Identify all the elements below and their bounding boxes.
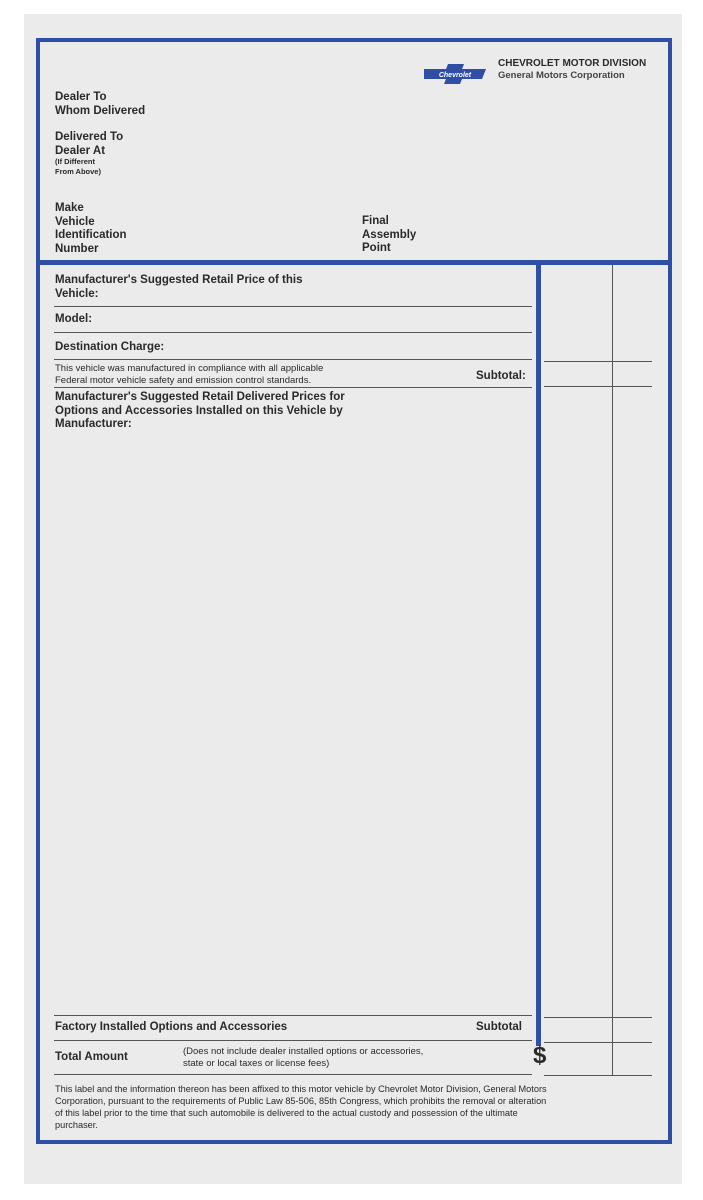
legal-notice: This label and the information thereon has been affixed to this motor vehicle by Chevrolet Motor Division, General Motors Corporation, pursuant to the requirements of Public Law 85-506, 85th Congress, which prohibits the removal or alteration of this label prior to the time that such automobile is delivered to the actual custody and possession of the ultimate purchaser. [55, 1084, 547, 1130]
options-end-rule [54, 1015, 532, 1016]
options-heading: Manufacturer's Suggested Retail Delivered Prices for Options and Accessories Installed on this Vehicle by Manufacturer: [55, 391, 345, 430]
price-row-line [544, 1042, 652, 1043]
destination-charge-label: Destination Charge: [55, 341, 165, 353]
model-label: Model: [55, 313, 93, 325]
subtotal-label-2: Subtotal [476, 1021, 522, 1033]
svg-text:Chevrolet: Chevrolet [438, 72, 472, 79]
price-row-line [544, 361, 652, 362]
total-rule [54, 1074, 532, 1075]
frame-right [668, 38, 672, 1144]
label-sheet [24, 14, 682, 1184]
chevrolet-bowtie-logo [424, 64, 488, 84]
delivered-to-label: Delivered To Dealer At [55, 131, 124, 157]
dealer-to-label: Dealer To Whom Delivered [55, 91, 146, 117]
msrp-rule [54, 306, 532, 307]
frame-top [36, 38, 672, 42]
model-rule [54, 332, 532, 333]
compliance-statement: This vehicle was manufactured in compliance with all applicable Federal motor vehicle safety and emission control standards. [55, 363, 324, 386]
subtotal-label-1: Subtotal: [476, 370, 526, 382]
vin-label: Make Vehicle Identification Number [55, 202, 127, 255]
total-amount-label: Total Amount [55, 1051, 128, 1063]
corporation-name: General Motors Corporation [498, 70, 625, 81]
frame-bottom [36, 1140, 672, 1144]
factory-options-rule [54, 1040, 532, 1041]
price-row-line [544, 1017, 652, 1018]
final-assembly-label: Final Assembly Point [362, 215, 417, 254]
if-different-note: (If Different From Above) [55, 157, 101, 176]
total-note: (Does not include dealer installed options or accessories, state or local taxes or license fees) [183, 1046, 424, 1069]
division-name: CHEVROLET MOTOR DIVISION [498, 58, 647, 69]
msrp-label: Manufacturer's Suggested Retail Price of this Vehicle: [55, 274, 303, 300]
subtotal-rule [54, 387, 532, 388]
frame-left [36, 38, 40, 1144]
price-row-line [544, 386, 652, 387]
destination-rule [54, 359, 532, 360]
header-divider [36, 260, 672, 265]
factory-options-label: Factory Installed Options and Accessories [55, 1021, 288, 1033]
dollar-sign: $ [533, 1042, 547, 1069]
price-row-line [544, 1075, 652, 1076]
price-column-divider [536, 262, 541, 1046]
